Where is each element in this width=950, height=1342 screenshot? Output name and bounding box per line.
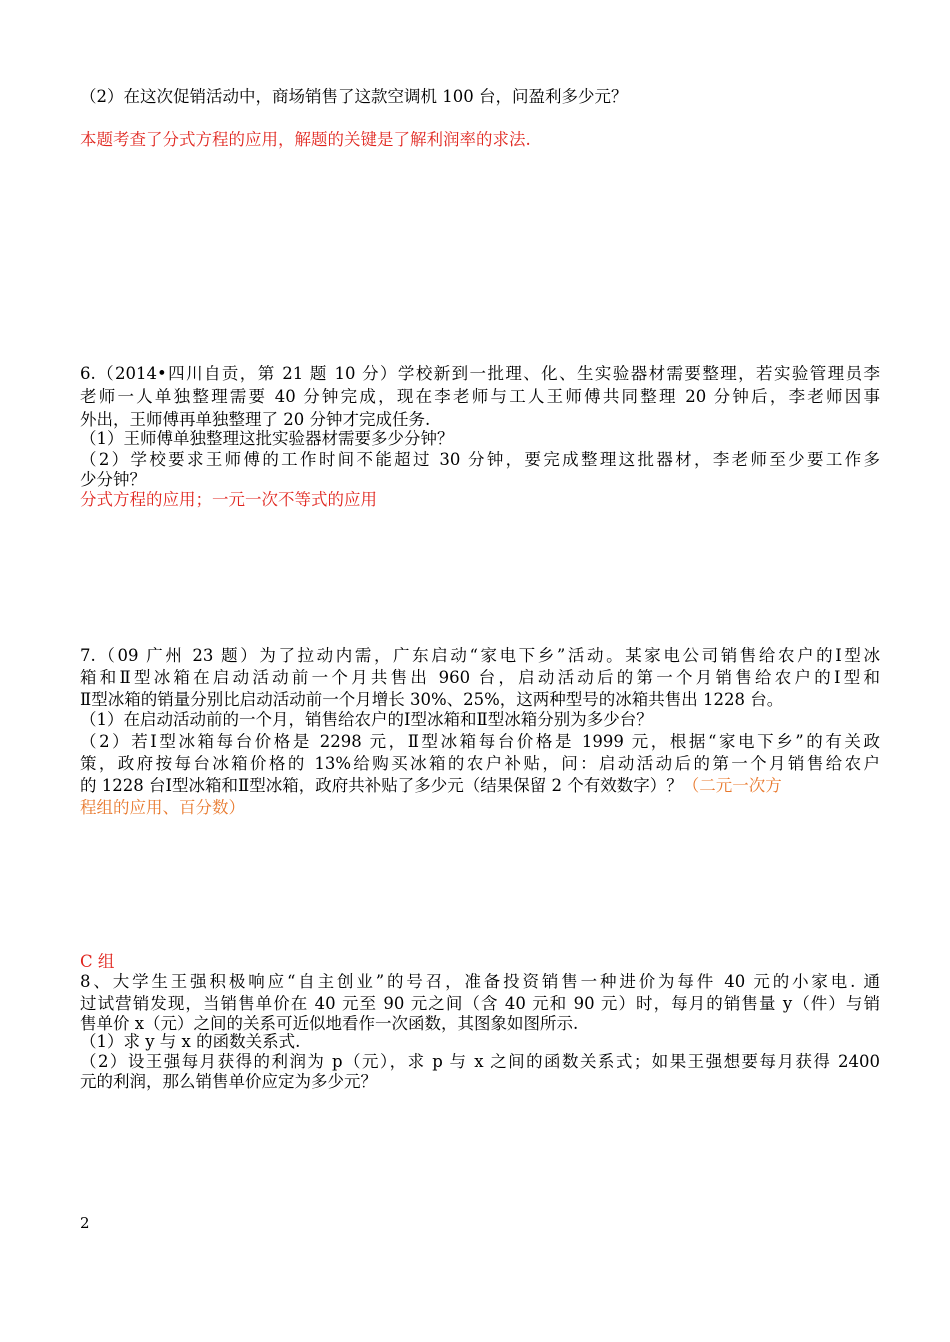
q7-line1: 7.（09 广州 23 题）为了拉动内需，广东启动“家电下乡”活动。某家电公司销售给农户的Ⅰ型冰 — [80, 646, 880, 665]
q7-part2-line3-text: 的 1228 台Ⅰ型冰箱和Ⅱ型冰箱，政府共补贴了多少元（结果保留 2 个有效数字）？ — [80, 776, 683, 795]
q8-line3: 售单价 x（元）之间的关系可近似地看作一次函数，其图象如图所示. — [80, 1014, 579, 1033]
q6-part2-line1: （2）学校要求王师傅的工作时间不能超过 30 分钟，要完成整理这批器材，李老师至少要工作多 — [80, 450, 880, 469]
q8-part1: （1）求 y 与 x 的函数关系式. — [80, 1032, 301, 1051]
q8-part2-line2: 元的利润，那么销售单价应定为多少元？ — [80, 1072, 377, 1091]
group-c-title: C 组 — [80, 952, 115, 971]
q8-part2-line1: （2）设王强每月获得的利润为 p（元），求 p 与 x 之间的函数关系式；如果王强想要每月获得 2400 — [80, 1052, 880, 1071]
q6-line3: 外出，王师傅再单独整理了 20 分钟才完成任务. — [80, 410, 431, 429]
q7-part2-line2: 策，政府按每台冰箱价格的 13%给购买冰箱的农户补贴，问：启动活动后的第一个月销售给农户 — [80, 754, 880, 773]
q6-line2: 老师一人单独整理需要 40 分钟完成，现在李老师与工人王师傅共同整理 20 分钟后，李老师因事 — [80, 387, 880, 406]
q7-part1: （1）在启动活动前的一个月，销售给农户的Ⅰ型冰箱和Ⅱ型冰箱分别为多少台？ — [80, 710, 653, 729]
q7-note-part1: （二元一次方 — [682, 776, 782, 795]
q6-part2-line2: 少分钟？ — [80, 470, 146, 489]
q8-line2: 过试营销发现，当销售单价在 40 元至 90 元之间（含 40 元和 90 元）时，每月的销售量 y（件）与销 — [80, 994, 880, 1013]
q7-line3: Ⅱ型冰箱的销量分别比启动活动前一个月增长 30%、25%，这两种型号的冰箱共售出 1228 台。 — [80, 690, 784, 709]
q7-line2: 箱和Ⅱ型冰箱在启动活动前一个月共售出 960 台，启动活动后的第一个月销售给农户的Ⅰ型和 — [80, 668, 880, 687]
q6-line1: 6.（2014•四川自贡，第 21 题 10 分）学校新到一批理、化、生实验器材需要整理，若实验管理员李 — [80, 364, 880, 383]
q7-note-part2: 程组的应用、百分数） — [80, 798, 245, 817]
q7-part2-line1: （2）若Ⅰ型冰箱每台价格是 2298 元，Ⅱ型冰箱每台价格是 1999 元，根据“家电下乡”的有关政 — [80, 732, 880, 751]
q7-part2-line3 — [80, 775, 880, 797]
q5-part2: （2）在这次促销活动中，商场销售了这款空调机 100 台，问盈利多少元？ — [80, 87, 628, 106]
q6-note: 分式方程的应用；一元一次不等式的应用 — [80, 490, 377, 509]
q6-part1: （1）王师傅单独整理这批实验器材需要多少分钟？ — [80, 429, 454, 448]
page-number: 2 — [80, 1214, 90, 1232]
q8-line1: 8、大学生王强积极响应“自主创业”的号召，准备投资销售一种进价为每件 40 元的小家电. 通 — [80, 972, 880, 991]
q5-note: 本题考查了分式方程的应用，解题的关键是了解利润率的求法. — [80, 130, 531, 149]
